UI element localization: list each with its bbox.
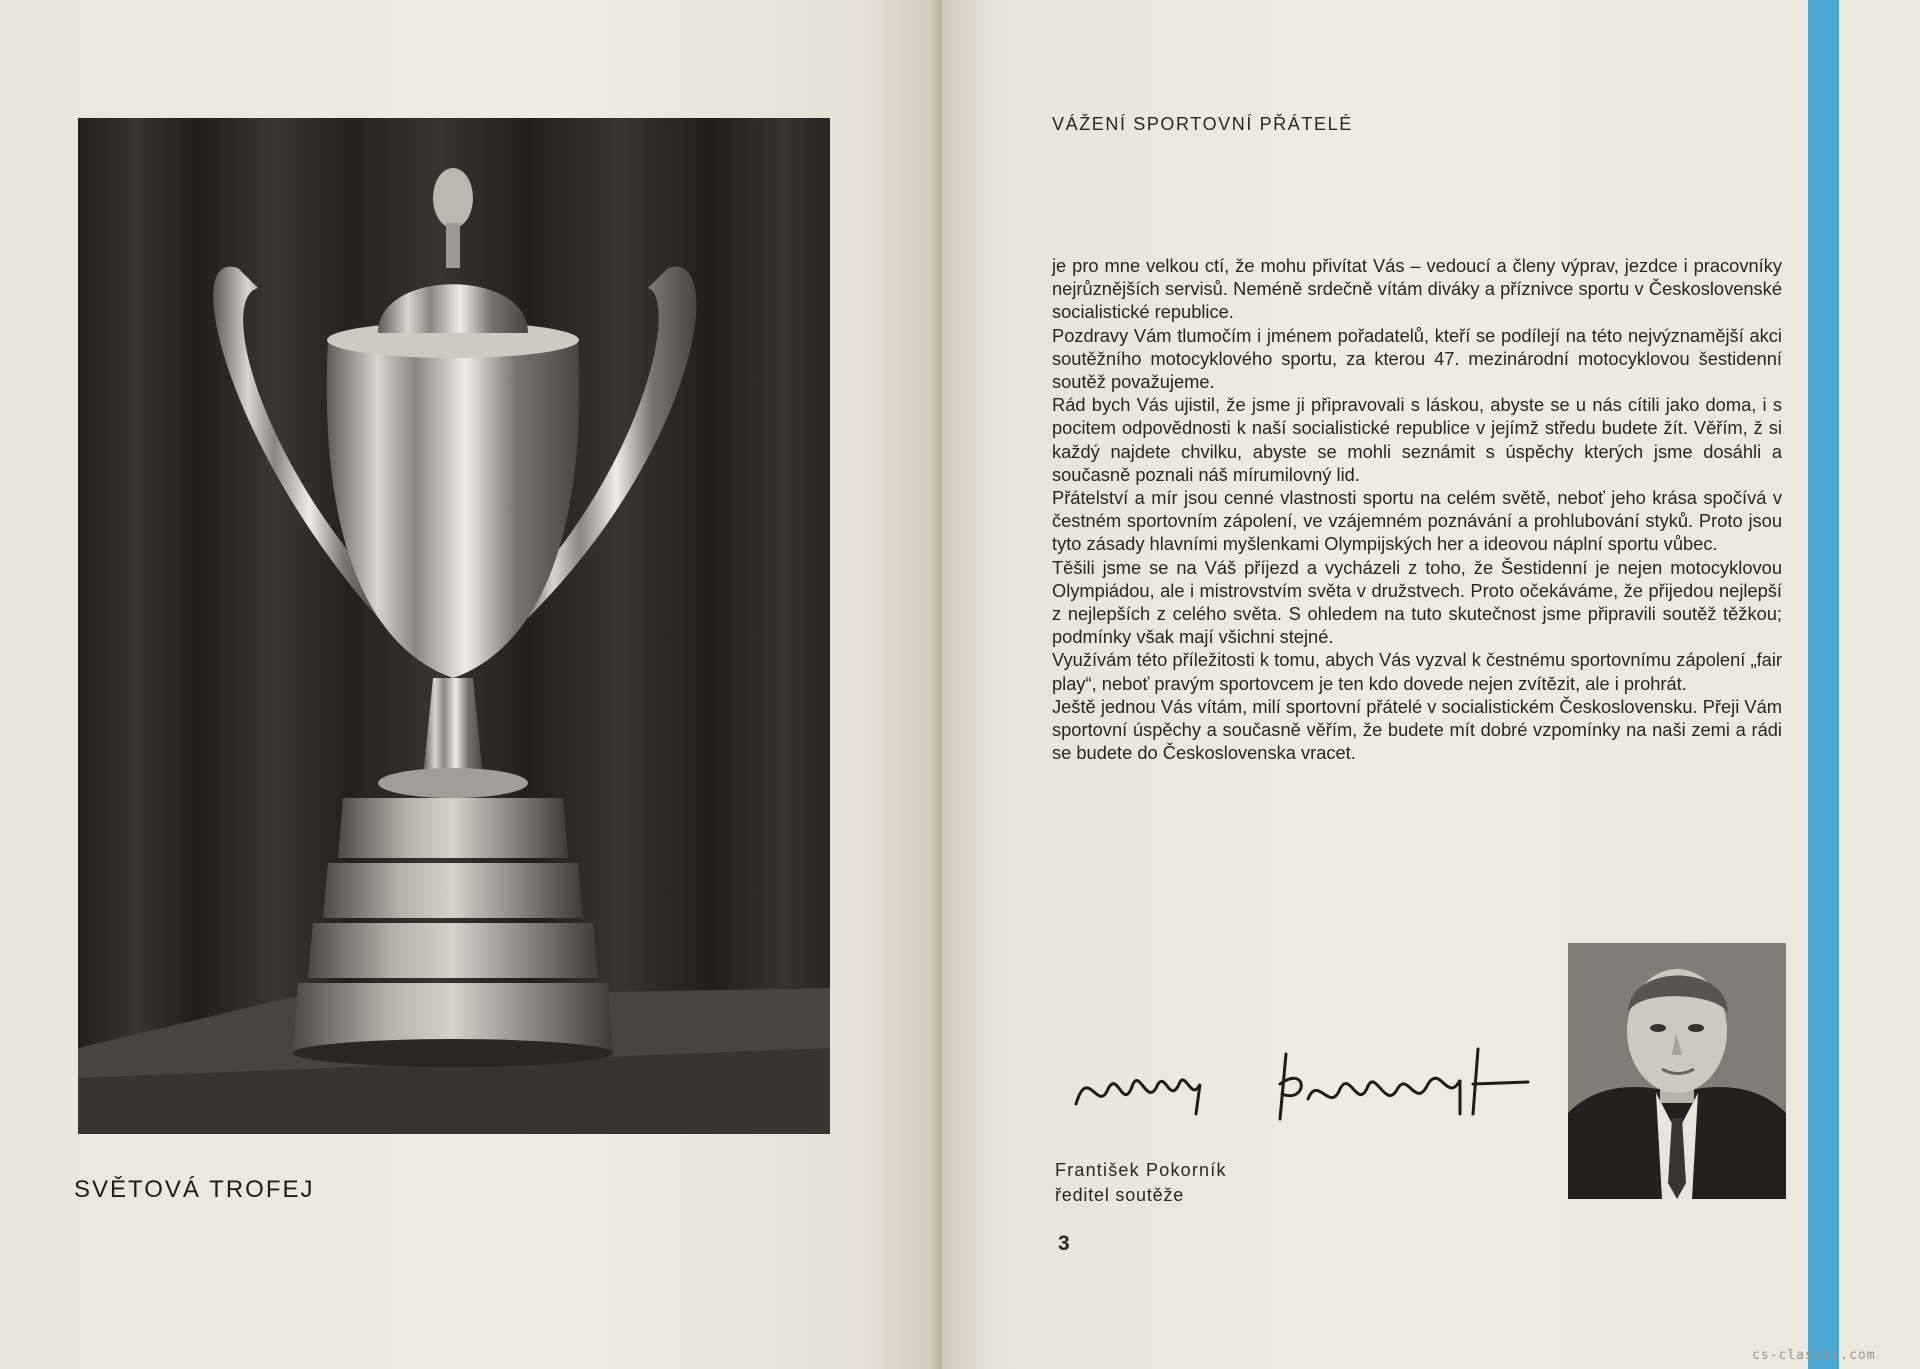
paragraph: je pro mne velkou ctí, že mohu přivítat Vás – vedoucí a členy výprav, jezdce i pracovníky nejrůznějších servisů. Neméně srdečně vítám diváky a příznivce sportu v Československé socialistické republice. bbox=[1052, 255, 1782, 323]
paragraph: Pozdravy Vám tlumočím i jménem pořadatelů, kteří se podílejí na této nejvýznamější akci soutěžního motocyklového sportu, za kterou 47. mezinárodní motocyklovou šestidenní soutěž považujeme. bbox=[1052, 324, 1782, 393]
photo-caption: SVĚTOVÁ TROFEJ bbox=[74, 1176, 315, 1203]
watermark: cs-classic.com bbox=[1752, 1348, 1876, 1363]
portrait-image bbox=[1568, 943, 1786, 1199]
page-number: 3 bbox=[1058, 1232, 1070, 1255]
paragraph: Ještě jednou Vás vítám, milí sportovní přátelé v socialistickém Československu. Přeji Vám sportovní úspěchy a současně věřím, že budete mít dobré vzpomínky na naši zemi a rádi se budete do Československa vracet. bbox=[1052, 695, 1782, 764]
paragraph: Rád bych Vás ujistil, že jsme ji připravovali s láskou, abyste se u nás cítili jako doma, i s pocitem odpovědnosti k naší socialistické republice v jejímž středu budete žít. Věřím, ž si každý najdete chvilku, abyste se mohli seznámit s úspěchy kterých jsme dosáhli a současně poznali náš mírumilovný lid. bbox=[1052, 394, 1782, 485]
blue-edge-stripe bbox=[1808, 0, 1839, 1369]
trophy-photograph bbox=[78, 118, 830, 1134]
handwritten-signature bbox=[1068, 1044, 1568, 1134]
signer-role: ředitel soutěže bbox=[1055, 1185, 1185, 1205]
paragraph: Přátelství a mír jsou cenné vlastnosti sportu na celém světě, neboť jeho krása spočívá v čestném sportovním zápolení, ve vzájemném poznávání a prohlubování styků. Proto jsou tyto zásady hlavními myšlenkami Olympijských her a ideovou náplní sportu vůbec. bbox=[1052, 487, 1782, 555]
left-page bbox=[0, 0, 942, 1369]
paragraph: Těšili jsme se na Váš příjezd a vycházeli z toho, že Šestidenní je nejen motocyklovou Olympiádou, ale i mistrovstvím světa v družstvech. Proto očekáváme, že přijedou nejlepší z nejlepších z celého světa. S ohledem na tuto skutečnost jsme připravili soutěž těžkou; podmínky však mají všichni stejné. bbox=[1052, 556, 1782, 648]
letter-body bbox=[1052, 254, 1782, 764]
letter-heading: VÁŽENÍ SPORTOVNÍ PŘÁTELÉ bbox=[1052, 114, 1353, 134]
signer-name: František Pokorník bbox=[1055, 1160, 1227, 1180]
paragraph: Využívám této příležitosti k tomu, abych Vás vyzval k čestnému sportovnímu zápolení „fair play“, neboť pravým sportovcem je ten kdo dovede nejen zvítězit, ale i prohrát. bbox=[1052, 649, 1782, 694]
trophy-image bbox=[78, 118, 830, 1134]
signer-portrait bbox=[1568, 943, 1786, 1199]
